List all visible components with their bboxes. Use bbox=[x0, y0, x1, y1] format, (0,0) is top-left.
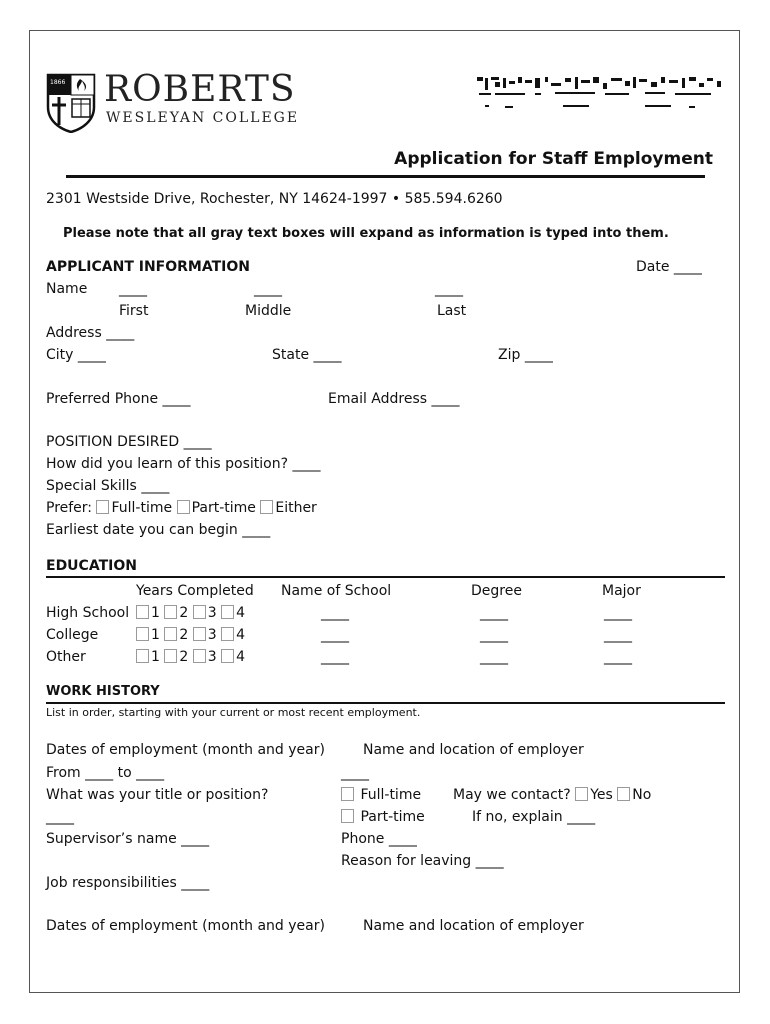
fulltime-option-label: Full-time bbox=[111, 500, 173, 516]
other-major-field[interactable]: ____ bbox=[604, 649, 632, 665]
education-section-heading: EDUCATION bbox=[46, 558, 137, 574]
year-label: 2 bbox=[179, 649, 189, 665]
other-year-4-checkbox[interactable] bbox=[221, 649, 234, 663]
work-history-instruction: List in order, starting with your current or most recent employment. bbox=[46, 706, 421, 719]
explain-row bbox=[472, 808, 595, 826]
college-year-4-checkbox[interactable] bbox=[221, 627, 234, 641]
middle-name-field[interactable]: ____ bbox=[254, 281, 282, 297]
fulltime-checkbox[interactable] bbox=[96, 500, 109, 514]
parttime-option-label: Part-time bbox=[191, 500, 256, 516]
fulltime-row bbox=[341, 786, 421, 804]
year-label: 1 bbox=[151, 649, 160, 665]
supervisor-label: Supervisor’s name bbox=[46, 831, 177, 847]
phone-field[interactable]: ____ bbox=[162, 391, 191, 407]
supervisor-row bbox=[46, 830, 209, 848]
work-phone-field[interactable]: ____ bbox=[388, 831, 417, 847]
date-row bbox=[636, 258, 702, 276]
college-year-1-checkbox[interactable] bbox=[136, 627, 149, 641]
other-school-field[interactable]: ____ bbox=[321, 649, 349, 665]
either-checkbox[interactable] bbox=[260, 500, 273, 514]
applicant-section-heading: APPLICANT INFORMATION bbox=[46, 259, 250, 275]
year-label: 2 bbox=[179, 627, 189, 643]
reason-label: Reason for leaving bbox=[341, 853, 472, 869]
edu-row-label-college: College bbox=[46, 627, 99, 643]
from-label: From bbox=[46, 765, 81, 781]
skills-field[interactable]: ____ bbox=[141, 478, 170, 494]
edu-row-label-other: Other bbox=[46, 649, 86, 665]
first-sublabel: First bbox=[119, 303, 149, 319]
state-label: State bbox=[272, 347, 310, 363]
year-label: 3 bbox=[207, 649, 217, 665]
year-label: 1 bbox=[151, 627, 160, 643]
phone-row bbox=[46, 390, 191, 408]
edu-years-high-school bbox=[136, 604, 245, 622]
parttime-checkbox[interactable] bbox=[177, 500, 190, 514]
application-form-page bbox=[29, 30, 740, 993]
from-to-row bbox=[46, 764, 164, 782]
contact-no-label: No bbox=[632, 787, 652, 803]
responsibilities-row bbox=[46, 874, 209, 892]
explain-field[interactable]: ____ bbox=[567, 809, 596, 825]
col-years-completed: Years Completed bbox=[136, 583, 254, 599]
other-year-1-checkbox[interactable] bbox=[136, 649, 149, 663]
title-rule bbox=[66, 175, 705, 178]
col-major: Major bbox=[602, 583, 641, 599]
contact-label: May we contact? bbox=[453, 787, 571, 803]
skills-label: Special Skills bbox=[46, 478, 137, 494]
middle-sublabel: Middle bbox=[245, 303, 292, 319]
year-label: 3 bbox=[207, 605, 217, 621]
college-school-field[interactable]: ____ bbox=[321, 627, 349, 643]
work-phone-row bbox=[341, 830, 417, 848]
other-year-3-checkbox[interactable] bbox=[193, 649, 206, 663]
edu-years-college bbox=[136, 626, 245, 644]
hs-year-3-checkbox[interactable] bbox=[193, 605, 206, 619]
contact-row bbox=[453, 786, 651, 804]
email-label: Email Address bbox=[328, 391, 428, 407]
work-phone-label: Phone bbox=[341, 831, 385, 847]
employer-label: Name and location of employer bbox=[363, 742, 584, 758]
address-row bbox=[46, 324, 134, 342]
responsibilities-label: Job responsibilities bbox=[46, 875, 177, 891]
college-major-field[interactable]: ____ bbox=[604, 627, 632, 643]
edu-row-label-high-school: High School bbox=[46, 605, 130, 621]
year-label: 2 bbox=[179, 605, 189, 621]
state-row bbox=[272, 346, 342, 364]
hs-major-field[interactable]: ____ bbox=[604, 605, 632, 621]
college-year-3-checkbox[interactable] bbox=[193, 627, 206, 641]
zip-row bbox=[498, 346, 553, 364]
prefer-label: Prefer: bbox=[46, 500, 93, 516]
employer-field[interactable]: ____ bbox=[341, 765, 369, 781]
title-question-label: What was your title or position? bbox=[46, 787, 269, 803]
college-logo bbox=[46, 69, 300, 133]
college-degree-field[interactable]: ____ bbox=[480, 627, 508, 643]
college-name: ROBERTS bbox=[104, 69, 296, 110]
year-label: 4 bbox=[236, 605, 246, 621]
last-sublabel: Last bbox=[437, 303, 467, 319]
date-label: Date bbox=[636, 259, 670, 275]
address-field[interactable]: ____ bbox=[106, 325, 135, 341]
work-history-rule bbox=[46, 702, 725, 704]
work-history-heading: WORK HISTORY bbox=[46, 684, 160, 699]
hs-school-field[interactable]: ____ bbox=[321, 605, 349, 621]
zip-label: Zip bbox=[498, 347, 521, 363]
prefer-row bbox=[46, 499, 317, 517]
college-subname: WESLEYAN COLLEGE bbox=[106, 110, 300, 126]
email-field[interactable]: ____ bbox=[431, 391, 460, 407]
form-note: Please note that all gray text boxes will expand as information is typed into them. bbox=[63, 226, 669, 241]
year-label: 3 bbox=[207, 627, 217, 643]
work-fulltime-checkbox[interactable] bbox=[341, 787, 354, 801]
learn-label: How did you learn of this position? bbox=[46, 456, 289, 472]
to-label: to bbox=[117, 765, 132, 781]
from-field[interactable]: ____ bbox=[85, 765, 114, 781]
hs-degree-field[interactable]: ____ bbox=[480, 605, 508, 621]
college-address: 2301 Westside Drive, Rochester, NY 14624-1997 • 585.594.6260 bbox=[46, 191, 503, 207]
employer-label-2: Name and location of employer bbox=[363, 918, 584, 934]
edu-years-other bbox=[136, 648, 245, 666]
learn-row bbox=[46, 455, 320, 473]
college-year-2-checkbox[interactable] bbox=[164, 627, 177, 641]
year-label: 1 bbox=[151, 605, 160, 621]
explain-label: If no, explain bbox=[472, 809, 563, 825]
to-field[interactable]: ____ bbox=[136, 765, 165, 781]
form-barcode bbox=[475, 75, 725, 115]
position-row bbox=[46, 433, 212, 451]
reason-row bbox=[341, 852, 504, 870]
logo-year: 1866 bbox=[50, 79, 66, 86]
learn-field[interactable]: ____ bbox=[292, 456, 321, 472]
other-degree-field[interactable]: ____ bbox=[480, 649, 508, 665]
work-parttime-label: Part-time bbox=[360, 809, 425, 825]
earliest-label: Earliest date you can begin bbox=[46, 522, 238, 538]
contact-yes-checkbox[interactable] bbox=[575, 787, 588, 801]
contact-yes-label: Yes bbox=[590, 787, 613, 803]
hs-year-4-checkbox[interactable] bbox=[221, 605, 234, 619]
col-school-name: Name of School bbox=[281, 583, 392, 599]
contact-no-checkbox[interactable] bbox=[617, 787, 630, 801]
work-fulltime-label: Full-time bbox=[360, 787, 422, 803]
earliest-field[interactable]: ____ bbox=[242, 522, 271, 538]
city-label: City bbox=[46, 347, 74, 363]
last-name-field[interactable]: ____ bbox=[435, 281, 463, 297]
year-label: 4 bbox=[236, 627, 246, 643]
name-label: Name bbox=[46, 281, 88, 297]
position-label: POSITION DESIRED bbox=[46, 434, 180, 450]
city-row bbox=[46, 346, 106, 364]
skills-row bbox=[46, 477, 169, 495]
col-degree: Degree bbox=[471, 583, 522, 599]
hs-year-2-checkbox[interactable] bbox=[164, 605, 177, 619]
work-parttime-checkbox[interactable] bbox=[341, 809, 354, 823]
dates-of-employment-label: Dates of employment (month and year) bbox=[46, 742, 325, 758]
hs-year-1-checkbox[interactable] bbox=[136, 605, 149, 619]
form-title: Application for Staff Employment bbox=[394, 149, 713, 169]
first-name-field[interactable]: ____ bbox=[119, 281, 147, 297]
parttime-row bbox=[341, 808, 425, 826]
zip-field[interactable]: ____ bbox=[524, 347, 553, 363]
year-label: 4 bbox=[236, 649, 246, 665]
address-label: Address bbox=[46, 325, 102, 341]
state-field[interactable]: ____ bbox=[313, 347, 342, 363]
reason-field[interactable]: ____ bbox=[475, 853, 504, 869]
phone-label: Preferred Phone bbox=[46, 391, 159, 407]
responsibilities-field[interactable]: ____ bbox=[181, 875, 210, 891]
education-rule bbox=[46, 576, 725, 578]
dates-of-employment-label-2: Dates of employment (month and year) bbox=[46, 918, 325, 934]
city-field[interactable]: ____ bbox=[77, 347, 106, 363]
either-option-label: Either bbox=[275, 500, 317, 516]
email-row bbox=[328, 390, 460, 408]
earliest-row bbox=[46, 521, 270, 539]
supervisor-field[interactable]: ____ bbox=[181, 831, 210, 847]
title-field[interactable]: ____ bbox=[46, 809, 74, 825]
date-field[interactable]: ____ bbox=[673, 259, 702, 275]
position-field[interactable]: ____ bbox=[183, 434, 212, 450]
other-year-2-checkbox[interactable] bbox=[164, 649, 177, 663]
